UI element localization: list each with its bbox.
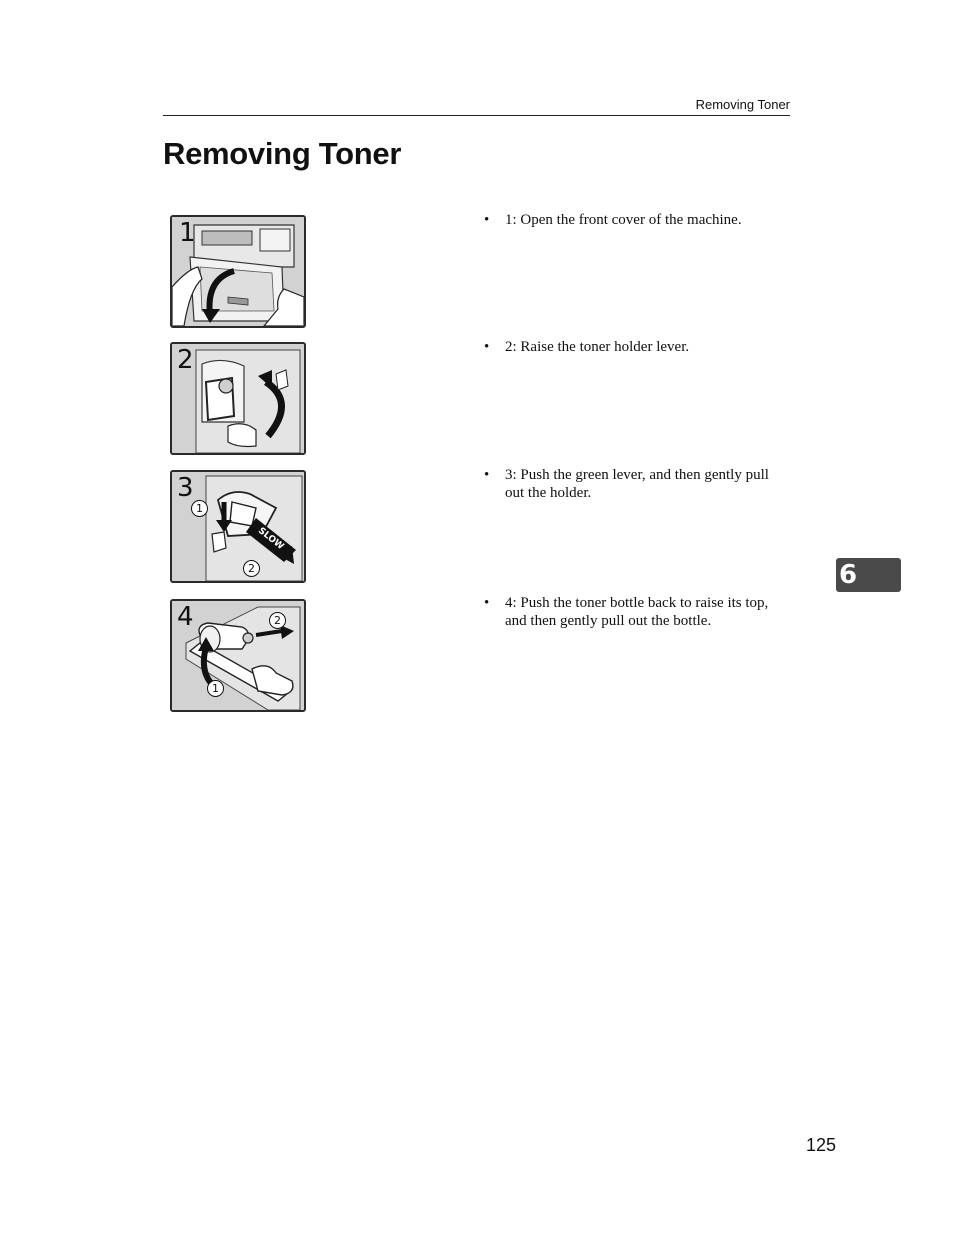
callout-1-badge: 1 [207,680,224,697]
step-4-number: 4 [177,602,194,632]
step-2-instruction [484,338,789,356]
bullet-icon: • [484,467,490,483]
step-1-instruction [484,211,789,229]
bullet-icon: • [484,212,490,228]
callout-1-badge: 1 [191,500,208,517]
chapter-tab [836,558,901,592]
step-1-number: 1 [179,218,196,248]
running-header [163,96,790,116]
step-3-instruction [484,466,789,502]
step-1-illustration [170,215,306,328]
step-4-instruction [484,594,789,630]
step-3-number: 3 [177,473,194,503]
step-4-text: 4: Push the toner bottle back to raise its top, and then gently pull out the bottle. [505,595,769,629]
callout-2-badge: 2 [269,612,286,629]
running-header-title: Removing Toner [695,97,790,112]
step-3-text: 3: Push the green lever, and then gently pull out the holder. [505,467,769,501]
step-2-text: 2: Raise the toner holder lever. [505,339,690,355]
slow-label: SLOW [256,525,286,553]
bullet-icon: • [484,339,490,355]
step-2-number: 2 [177,345,194,375]
page-number: 125 [805,1135,836,1155]
step-4-illustration [170,599,306,712]
bullet-icon: • [484,595,490,611]
step-3-illustration [170,470,306,583]
step-1-text: 1: Open the front cover of the machine. [505,212,742,228]
callout-2-badge: 2 [243,560,260,577]
step-2-illustration [170,342,306,455]
chapter-number: 6 [839,560,858,590]
page-title: Removing Toner [163,136,402,171]
